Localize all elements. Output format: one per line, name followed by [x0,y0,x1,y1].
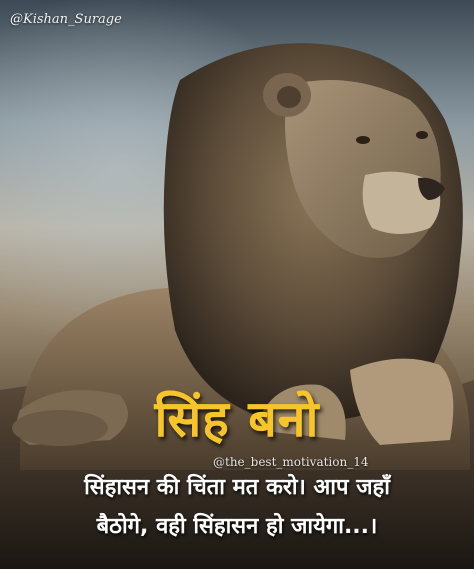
watermark-top: @Kishan_Surage [10,12,122,27]
lion-eye-right [416,131,428,139]
headline: सिंह बनो [154,390,320,448]
lion-eye-left [356,136,370,144]
caption-line-2: बैठोगे, वही सिंहासन हो जायेगा...। [96,514,378,539]
watermark-mid: @the_best_motivation_14 [213,455,369,469]
caption-line-1: सिंहासन की चिंता मत करो। आप जहाँ [84,475,390,500]
lion-ear-inner [277,86,301,108]
